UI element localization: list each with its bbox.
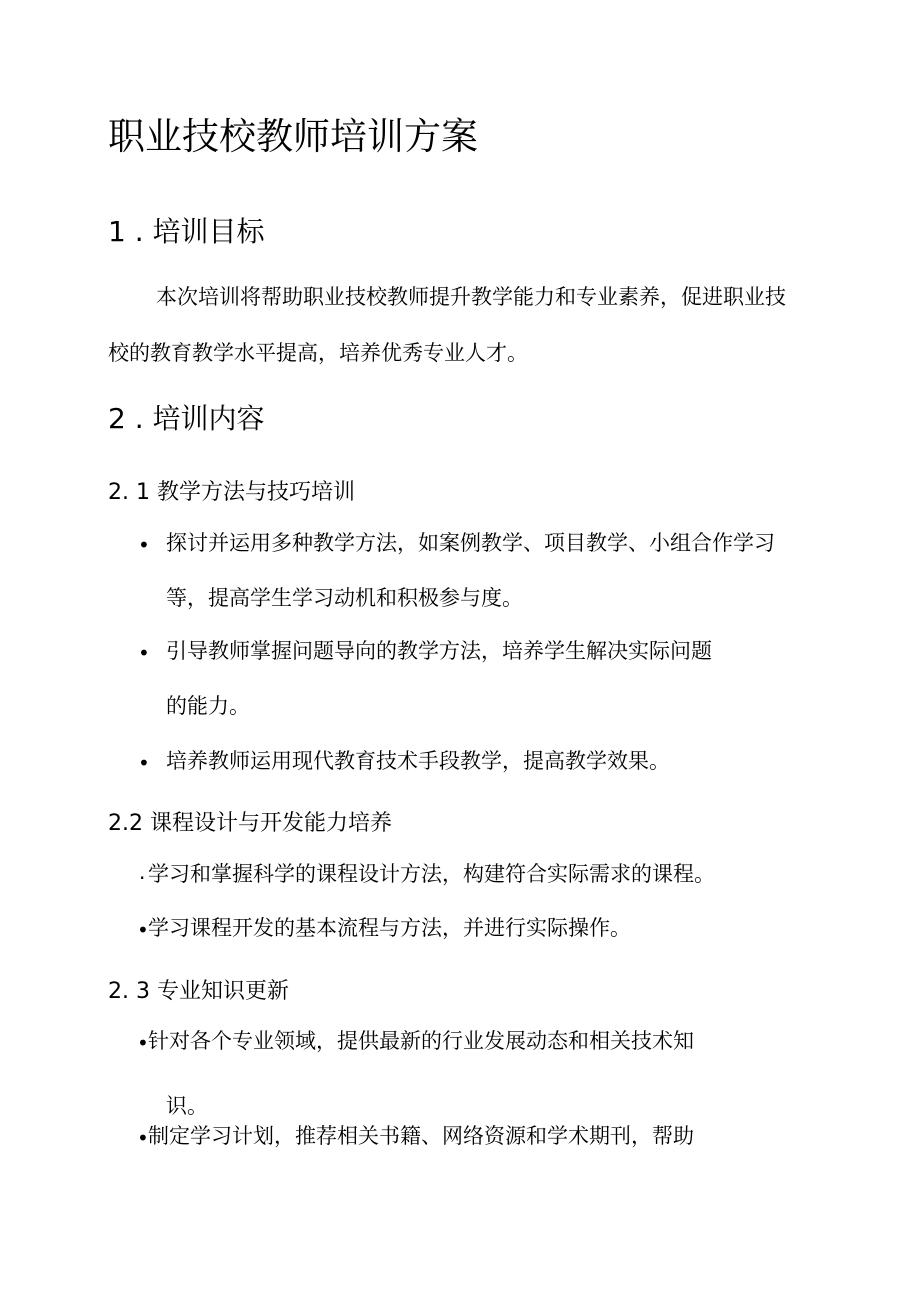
subsection-heading-teaching-methods: 2. 1 教学方法与技巧培训	[108, 480, 355, 505]
section-heading-training-content: 2 . 培训内容	[108, 402, 265, 435]
bullet-marker: •	[138, 751, 150, 775]
paragraph-line: 校的教育教学水平提高，培养优秀专业人才。	[108, 341, 528, 365]
list-item-line: 学习课程开发的基本流程与方法，并进行实际操作。	[148, 916, 631, 940]
list-item-line: 的能力。	[166, 694, 250, 718]
bullet-marker: .	[139, 860, 146, 884]
list-item-line: 学习和掌握科学的课程设计方法，构建符合实际需求的课程。	[148, 862, 715, 886]
list-item-line: 制定学习计划，推荐相关书籍、网络资源和学术期刊，帮助	[148, 1124, 694, 1148]
list-item-line: 针对各个专业领域，提供最新的行业发展动态和相关技术知	[148, 1029, 694, 1053]
subsection-heading-course-design: 2.2 课程设计与开发能力培养	[108, 811, 392, 836]
list-item-line: 培养教师运用现代教育技术手段教学，提高教学效果。	[166, 749, 670, 773]
subsection-heading-knowledge-update: 2. 3 专业知识更新	[108, 979, 289, 1004]
list-item-line: 识。	[166, 1094, 208, 1118]
bullet-marker: •	[138, 533, 150, 557]
bullet-marker: •	[137, 918, 149, 942]
bullet-marker: •	[137, 1126, 149, 1150]
bullet-marker: •	[138, 641, 150, 665]
section-heading-training-goals: 1 . 培训目标	[108, 215, 265, 248]
document-title: 职业技校教师培训方案	[108, 115, 478, 158]
list-item-line: 等，提高学生学习动机和积极参与度。	[166, 586, 523, 610]
bullet-marker: •	[137, 1031, 149, 1055]
list-item-line: 引导教师掌握问题导向的教学方法，培养学生解决实际问题	[166, 639, 712, 663]
list-item-line: 探讨并运用多种教学方法，如案例教学、项目教学、小组合作学习	[166, 531, 775, 555]
paragraph-line: 本次培训将帮助职业技校教师提升教学能力和专业素养，促进职业技	[156, 285, 786, 309]
